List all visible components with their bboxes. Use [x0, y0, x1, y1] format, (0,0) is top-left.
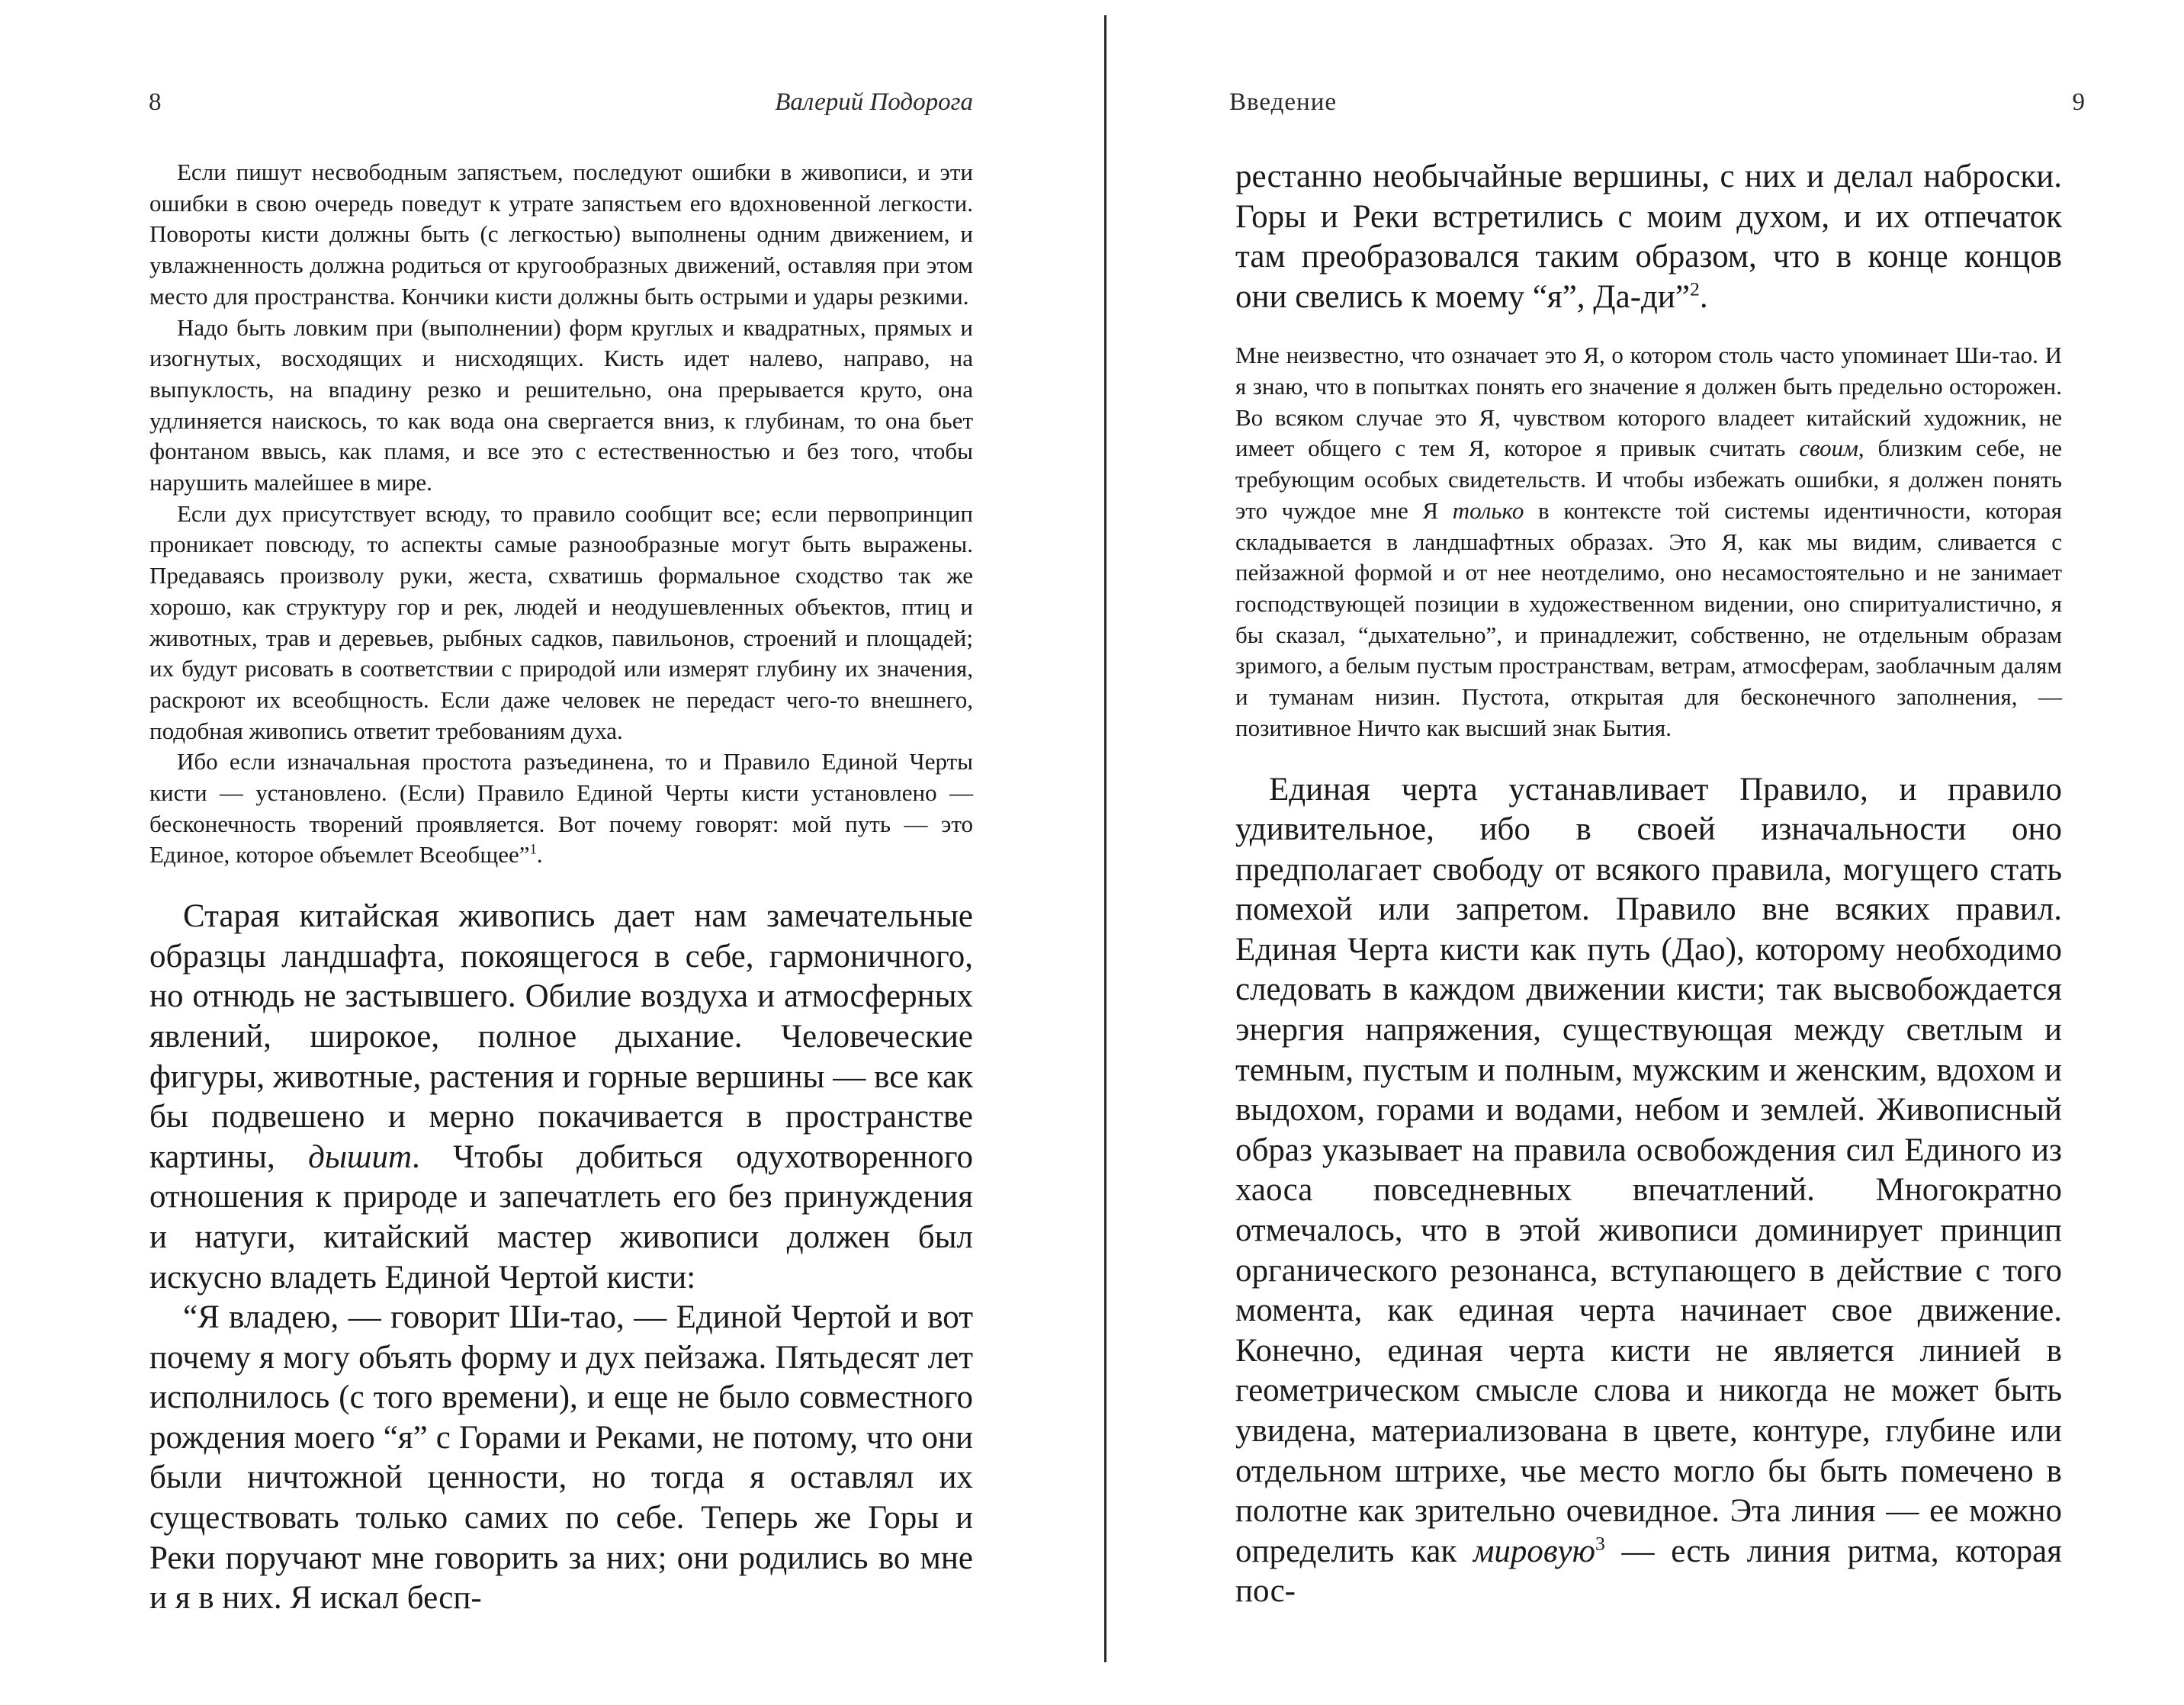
commentary-paragraph: Мне неизвестно, что означает это Я, о котором столь часто упоминает Ши-тао. И я знаю, что в попытках понять его значение я должен быть предельно осторожен. Во всяком случае это Я, чувством которого владеет китайский художник, не имеет общего с тем Я, которое я привык считать своим, близким себе, не требующим особых свидетельств. И чтобы избежать ошибки, я должен понять это чуждое мне Я только в контексте той системы идентичности, которая складывается в ландшафтных образах. Это Я, как мы видим, сливается с пейзажной формой и от нее неотделимо, оно несамостоятельно и не занимает господствующей позиции в художественном видении, оно спиритуалистично, я бы сказал, “дыхательно”, и принадлежит, собственно, не отдельным образам зримого, а белым пустым пространствам, ветрам, атмосферам, заоблачным далям и туманам низин. Пустота, открытая для бесконечного заполнения, — позитивное Ничто как высший знак Бытия.: [1235, 342, 2062, 741]
main-paragraph-2: “Я владею, — говорит Ши-тао, — Единой Чертой и вот почему я могу объять форму и дух пейзажа. Пятьдесят лет исполнилось (с того времени), и еще не было совместного рождения моего “я” с Горами и Реками, не потому, что они были ничтожной ценности, но тогда я оставлял их существовать только самих по себе. Теперь же Горы и Реки поручают мне говорить за них; они родились во мне и я в них. Я искал бесп-: [149, 1299, 973, 1617]
main-text-left: [149, 897, 973, 1619]
footnote-ref-3: 3: [1595, 1532, 1605, 1555]
commentary-block: [1235, 340, 2062, 743]
right-column: [1235, 157, 2062, 1612]
quote-paragraph-2: Надо быть ловким при (выполнении) форм круглых и квадратных, прямых и изогнутых, восходящих и нисходящих. Кисть идет налево, направо, на выпуклость, на впадину резко и решительно, она прерывается круто, она удлиняется наискось, то как вода она свергается вниз, к глубинам, то она бьет фонтаном ввысь, как пламя, и все это с естественностью и без того, чтобы нарушить малейшее в мире.: [149, 313, 973, 496]
page-number-right: 9: [2072, 88, 2085, 116]
left-column: [149, 157, 973, 1619]
running-title-right: Введение: [1229, 88, 1338, 116]
emphasis-svoim: своим: [1799, 435, 1858, 462]
main-paragraph-1: Старая китайская живопись дает нам замечательные образцы ландшафта, покоящегося в себе, гармоничного, но отнюдь не застывшего. Обилие воздуха и атмосферных явлений, широкое, полное дыхание. Человеческие фигуры, животные, растения и горные вершины — все как бы подвешено и мерно покачивается в пространстве картины, дышит. Чтобы добиться одухотворенного отношения к природе и запечатлеть его без принуждения и натуги, китайский мастер живописи должен был искусно владеть Единой Чертой кисти:: [149, 898, 973, 1296]
quote-paragraph-1: Если пишут несвободным запястьем, последуют ошибки в живописи, и эти ошибки в свою очередь поведут к утрате запястьем его вдохновенной легкости. Повороты кисти должны быть (с легкостью) выполнены одним движением, и увлажненность должна родиться от кругообразных движений, оставляя при этом место для пространства. Кончики кисти должны быть острыми и удары резкими.: [149, 159, 973, 310]
quotation-block: [149, 157, 973, 871]
emphasis-word: дышит: [308, 1138, 413, 1175]
running-title-left: Валерий Подорога: [775, 88, 973, 116]
quote-paragraph-4: Ибо если изначальная простота разъединена, то и Правило Единой Черты кисти — установлено. (Если) Правило Единой Черты кисти установлено — бесконечность творений проявляется. Вот почему говорят: мой путь — это Единое, которое объемлет Всеобщее”$^1$.: [149, 748, 973, 869]
footnote-ref-1: 1: [529, 842, 537, 859]
right-page: [1092, 0, 2184, 1705]
quote-paragraph-3: Если дух присутствует всюду, то правило сообщит все; если первопринцип проникает повсюду, то аспекты самые разнообразные могут быть выражены. Предаваясь произволу руки, жеста, схватишь формальное сходство так же хорошо, как структуру гор и рек, людей и неодушевленных объектов, птиц и животных, трав и деревьев, рыбных садков, павильонов, строений и площадей; их будут рисовать в соответствии с природой или измерят глубину их значения, раскроют их всеобщность. Если даже человек не передаст чего-то внешнего, подобная живопись ответит требованиям духа.: [149, 499, 973, 744]
emphasis-tolko: только: [1452, 496, 1524, 524]
main-paragraph-3: Единая черта устанавливает Правило, и правило удивительное, ибо в своей изначальности оно предполагает свободу от всякого правила, могущего стать помехой или запретом. Правило вне всяких правил. Единая Черта кисти как путь (Дао), которому необходимо следовать в каждом движении кисти; так высвобождается энергия напряжения, существующая между светлым и темным, пустым и полным, мужским и женским, вдохом и выдохом, горами и водами, небом и землей. Живописный образ указывает на правила освобождения сил Единого из хаоса повседневных впечатлений. Многократно отмечалось, что в этой живописи доминирует принцип органического резонанса, вступающего в действие с того момента, как единая черта начинает свое движение. Конечно, единая черта кисти не является линией в геометрическом смысле слова и никогда не может быть увидена, материализована в цвете, контуре, глубине или отдельном штрихе, чье место могло бы быть помечено в полотне как зрительно очевидное. Эта линия — ее можно определить как мировую$^3$ — есть линия ритма, которая пос-: [1235, 771, 2062, 1610]
main-text-right: [1235, 770, 2062, 1612]
continued-quote: [1235, 157, 2062, 317]
page-number-left: 8: [149, 88, 162, 116]
footnote-ref-2: 2: [1690, 278, 1700, 300]
continued-paragraph: рестанно необычайные вершины, с них и делал наброски. Горы и Реки встретились с моим духом, и их отпечаток там преобразовался таким образом, что в конце концов они свелись к моему “я”, Да-ди”$^2$.: [1235, 159, 2062, 315]
emphasis-mirovuyu: мировую: [1473, 1533, 1595, 1569]
